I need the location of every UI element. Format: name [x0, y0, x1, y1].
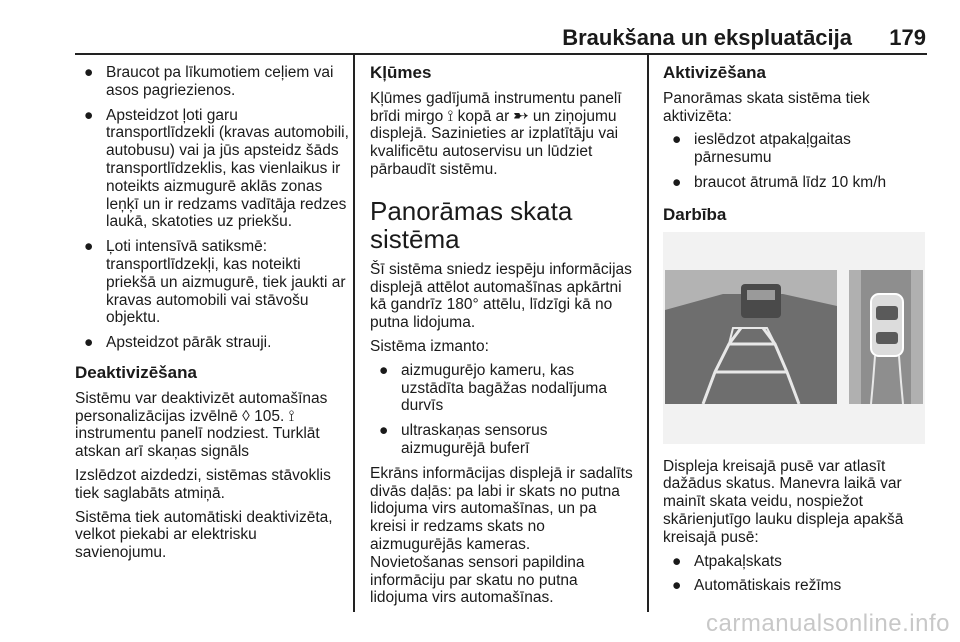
list-item-text: Atpakaļskats	[694, 552, 782, 570]
paragraph: Sistēma izmanto:	[370, 337, 489, 355]
paragraph: Ekrāns informācijas displejā ir sadalīts divās daļās: pa labi ir skats no putna lidojuma virs automašīnas, un pa kreisi ir redzams skats no aizmugurējās kameras.	[370, 464, 633, 553]
panorama-display-illustration	[663, 232, 925, 444]
list-item	[75, 107, 350, 232]
list-item-text: ultraskaņas sensorus aizmugurējā buferī	[401, 422, 548, 457]
list-item	[75, 64, 350, 100]
paragraph: Šī sistēma sniedz iespēju informācijas displejā attēlot automašīnas apkārtni kā gandrīz 180° attēlu, līdzīgi kā no putna lidojuma.	[370, 260, 632, 332]
column-1	[75, 64, 350, 568]
list-item	[75, 238, 350, 327]
section-heading-deactivation: Deaktivizēšana	[75, 362, 197, 382]
list-item-text: braucot ātrumā līdz 10 km/h	[694, 173, 887, 191]
section-heading-operation: Darbība	[663, 204, 727, 224]
column-divider-2	[647, 55, 649, 612]
list-item	[370, 362, 635, 415]
list-item-text: Braucot pa līkumotiem ceļiem vai asos pagriezienos.	[106, 64, 334, 99]
column-divider-1	[353, 55, 355, 612]
panorama-view-image	[663, 232, 925, 444]
page-header-title: Braukšana un ekspluatācija	[562, 25, 852, 50]
section-heading-panorama: Panorāmas skata sistēma	[370, 195, 573, 254]
bullet-icon: ●	[84, 64, 94, 81]
list-item-text: Automātiskais režīms	[694, 577, 842, 595]
bullet-icon: ●	[672, 577, 682, 595]
list-item	[663, 577, 928, 595]
paragraph: Sistēmu var deaktivizēt automašīnas personalizācijas izvēlnē ◊ 105. ⟟ instrumentu panelī nodziest. Turklāt atskan arī skaņas signāls	[75, 389, 328, 461]
bullet-list	[370, 362, 635, 458]
section-heading-activation: Aktivizēšana	[663, 63, 766, 82]
paragraph: Novietošanas sensori papildina informāciju par skatu no putna lidojuma virs automašīnas.	[370, 553, 585, 607]
list-item	[663, 131, 928, 167]
column-2	[370, 64, 635, 613]
list-item	[663, 174, 928, 192]
header-rule	[75, 53, 927, 55]
list-item	[370, 422, 635, 458]
list-item-text: Apsteidzot pārāk strauji.	[106, 334, 272, 352]
bullet-icon: ●	[672, 552, 682, 570]
watermark: carmanualsonline.info	[706, 610, 950, 637]
bullet-list	[75, 64, 350, 352]
list-item-text: Apsteidzot ļoti garu transportlīdzekli (kravas automobili, autobusu) vai ja jūs apsteidz šāds transportlīdzeklis, kas vienlaikus ir noteikts aizmugurē aklās zonas leņķī un ir redzams vadītāja redzes laukā, skatoties uz priekšu.	[106, 106, 349, 231]
list-item	[663, 553, 928, 571]
bullet-icon: ●	[84, 106, 94, 124]
bullet-icon: ●	[84, 238, 94, 256]
list-item-text: ieslēdzot atpakaļgaitas pārnesumu	[694, 131, 851, 167]
paragraph: Displeja kreisajā pusē var atlasīt dažādus skatus. Manevra laikā var mainīt skata veidu, nospiežot skārienjutīgo lauku displeja apakšā kreisajā pusē:	[663, 457, 904, 546]
paragraph: Sistēma tiek automātiski deaktivizēta, velkot piekabi ar elektrisku savienojumu.	[75, 508, 333, 562]
bullet-icon: ●	[672, 173, 682, 191]
paragraph: Izslēdzot aizdedzi, sistēmas stāvoklis tiek saglabāts atmiņā.	[75, 466, 331, 502]
list-item-text: Ļoti intensīvā satiksmē: transportlīdzekļi, kas noteikti priekšā un aizmugurē, tiek jaukti ar kravas automobili vai stāvošu objektu.	[106, 238, 346, 327]
bullet-list	[663, 131, 928, 191]
column-3	[663, 64, 928, 602]
paragraph: Panorāmas skata sistēma tiek aktivizēta:	[663, 89, 870, 125]
list-item-text: aizmugurējo kameru, kas uzstādīta bagāžas nodalījuma durvīs	[401, 361, 607, 415]
list-item	[75, 334, 350, 352]
section-heading-faults: Kļūmes	[370, 63, 432, 82]
bullet-list	[663, 553, 928, 596]
paragraph: Kļūmes gadījumā instrumentu panelī brīdi mirgo ⟟ kopā ar ➸ un ziņojumu displejā. Sazinieties ar izplatītāju vai kvalificētu autoservisu un lūdziet pārbaudīt sistēmu.	[370, 89, 622, 178]
bullet-icon: ●	[379, 361, 389, 379]
bullet-icon: ●	[84, 334, 94, 352]
bullet-icon: ●	[672, 131, 682, 149]
page-number: 179	[889, 25, 926, 50]
bullet-icon: ●	[379, 422, 389, 440]
